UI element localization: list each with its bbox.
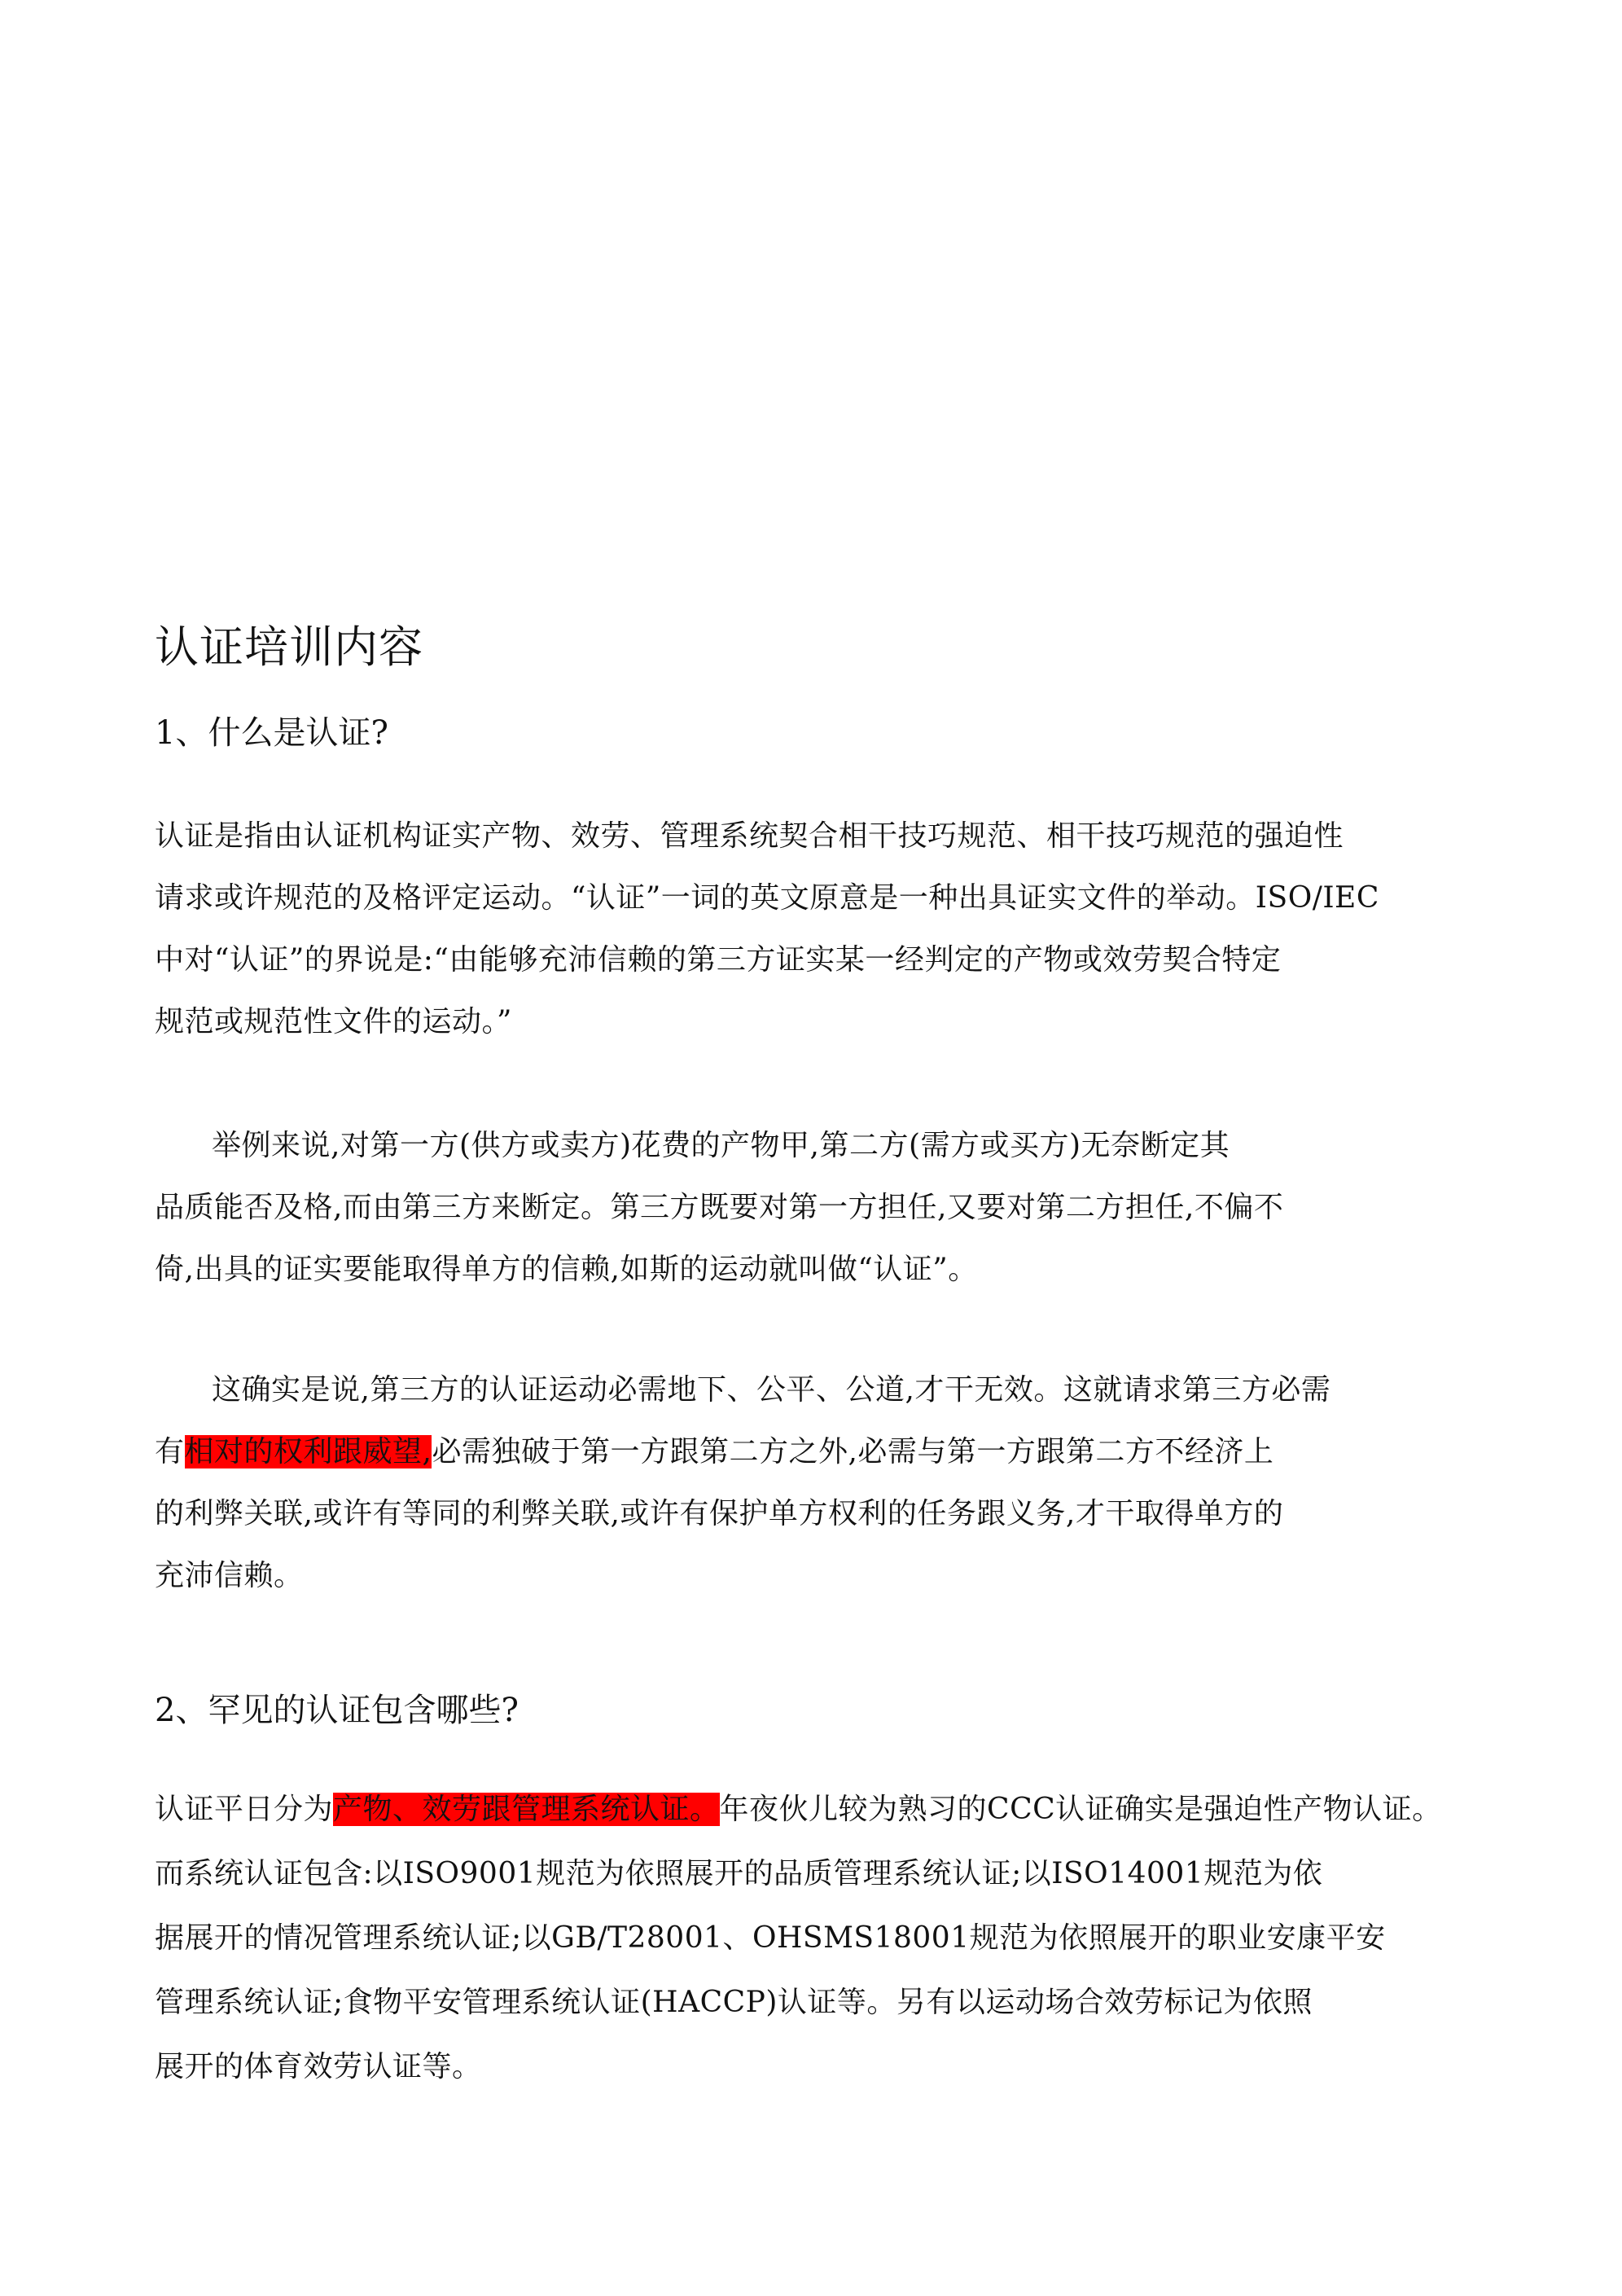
paragraph-line (155, 1788, 1442, 1832)
paragraph-line: 展开的体育效劳认证等。 (155, 2050, 482, 2083)
highlighted-text: 产物、效劳跟管理系统认证。 (333, 1793, 720, 1826)
paragraph-line: 举例来说,对第一方(供方或卖方)花费的产物甲,第二方(需方或买方)无奈断定其 (212, 1129, 1230, 1162)
text-span: 年夜伙儿较为熟习的CCC认证确实是强迫性产物认证。 (719, 1793, 1442, 1826)
section-1-heading: 1、什么是认证? (155, 714, 388, 752)
highlighted-text: 相对的权利跟威望, (184, 1435, 432, 1468)
document-title: 认证培训内容 (155, 621, 423, 673)
paragraph-line: 品质能否及格,而由第三方来断定。第三方既要对第一方担任,又要对第二方担任,不偏不 (155, 1191, 1284, 1224)
paragraph-line: 认证是指由认证机构证实产物、效劳、管理系统契合相干技巧规范、相干技巧规范的强迫性 (155, 819, 1344, 853)
paragraph-line: 而系统认证包含:以ISO9001规范为依照展开的品质管理系统认证;以ISO14001规范为依 (155, 1857, 1323, 1890)
text-span: 认证平日分为 (155, 1793, 334, 1826)
text-span: 有 (155, 1435, 185, 1468)
paragraph-line: 规范或规范性文件的运动。” (155, 1005, 512, 1038)
paragraph-line: 据展开的情况管理系统认证;以GB/T28001、OHSMS18001规范为依照展开的职业安康平安 (155, 1921, 1386, 1955)
paragraph-line: 请求或许规范的及格评定运动。“认证”一词的英文原意是一种出具证实文件的举动。ISO/IEC (155, 881, 1379, 915)
paragraph-line (155, 1430, 1273, 1474)
text-span: 必需独破于第一方跟第二方之外,必需与第一方跟第二方不经济上 (432, 1435, 1274, 1468)
paragraph-line: 充沛信赖。 (155, 1559, 304, 1592)
paragraph-line: 倚,出具的证实要能取得单方的信赖,如斯的运动就叫做“认证”。 (155, 1253, 978, 1286)
paragraph-line: 的利弊关联,或许有等同的利弊关联,或许有保护单方权利的任务跟义务,才干取得单方的 (155, 1497, 1284, 1530)
paragraph-line: 管理系统认证;食物平安管理系统认证(HACCP)认证等。另有以运动场合效劳标记为依照 (155, 1986, 1313, 2019)
paragraph-line: 中对“认证”的界说是:“由能够充沛信赖的第三方证实某一经判定的产物或效劳契合特定 (155, 943, 1282, 977)
paragraph-line: 这确实是说,第三方的认证运动必需地下、公平、公道,才干无效。这就请求第三方必需 (212, 1373, 1331, 1407)
section-2-heading: 2、罕见的认证包含哪些? (155, 1692, 519, 1729)
